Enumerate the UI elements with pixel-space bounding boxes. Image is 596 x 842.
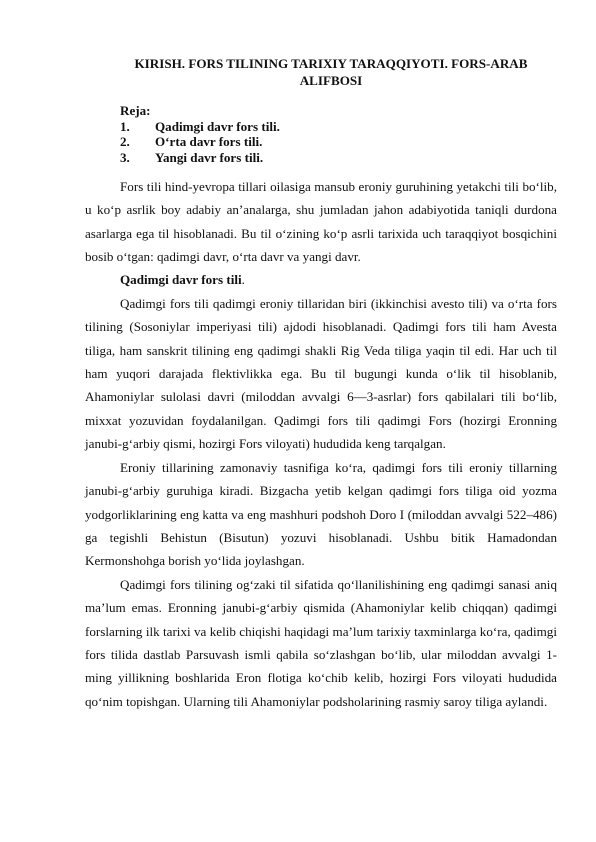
body-paragraph: Qadimgi fors tilining og‘zaki til sifatida qo‘llanilishining eng qadimgi sanasi aniq ma’lum emas. Eronning janubi-g‘arbiy qismida (Ahamoniylar kelib chiqqan) qadimgi forslarning ilk tarixi va kelib chiqishi haqidagi ma’lum tarixiy taxminlarga ko‘ra, qadimgi fors tilida dastlab Parsuvash ismli qabila so‘zlashgan bo‘lib, ular miloddan avvalgi 1-ming yillikning boshlarida Eron flotiga ko‘chib kelib, hozirgi Fors viloyati hududida qo‘nim topishgan. Ularning tili Ahamoniylar podsholarining rasmiy saroy tiliga aylandi. xyxy=(85,576,557,709)
body-paragraph: Eroniy tillarining zamonaviy tasnifiga ko‘ra, qadimgi fors tili eroniy tillarning janubi-g‘arbiy guruhiga kiradi. Bizgacha yetib kelgan qadimgi fors tiliga oid yozma yodgorliklarining eng katta va eng mashhuri podshoh Doro I (miloddan avvalgi 522–486) ga tegishli Behistun (Bisutun) yozuvi hisoblanadi. Ushbu bitik Hamadondan Kermonshohga borish yo‘lida joylashgan. xyxy=(85,459,557,569)
plan-item-number: 3. xyxy=(120,150,130,166)
plan-item xyxy=(120,134,557,150)
plan-section xyxy=(120,103,557,166)
plan-label: Reja: xyxy=(120,103,151,118)
plan-item-text: Yangi davr fors tili. xyxy=(155,150,264,166)
body-paragraph: Qadimgi fors tili qadimgi eroniy tillaridan biri (ikkinchisi avesto tili) va o‘rta fors tilining (Sosoniylar imperiyasi tili) ajdodi hisoblanadi. Qadimgi fors tili ham Avesta tiliga, ham sanskrit tilining eng qadimgi shakli Rig Veda tiliga yaqin til edi. Har uch til ham yuqori darajada flektivlikka ega. Bu til bugungi kunda o‘lik til hisoblanib, Ahamoniylar sulolasi davri (miloddan avvalgi 6—3-asrlar) fors qabilalari tili bo‘lib, mixxat yozuvidan foydalanilgan. Qadimgi fors tili qadimgi Fors (hozirgi Eronning janubi-g‘arbiy qismi, hozirgi Fors viloyati) hududida keng tarqalgan. xyxy=(85,295,557,452)
plan-item-text: Qadimgi davr fors tili. xyxy=(155,118,280,134)
section-heading-text: Qadimgi davr fors tili xyxy=(120,272,242,288)
plan-item xyxy=(120,150,557,166)
intro-paragraph: Fors tili hind-yevropa tillari oilasiga mansub eroniy guruhining yetakchi tili bo‘lib, u ko‘p asrlik boy adabiy an’analarga, shu jumladan jahon adabiyotida taniqli durdona asarlarga ega til hisoblanadi. Bu til o‘zining ko‘p asrli tarixida uch taraqqiyot bosqichini bosib o‘tgan: qadimgi davr, o‘rta davr va yangi davr. xyxy=(85,178,557,265)
plan-item xyxy=(120,119,557,135)
plan-item-number: 1. xyxy=(120,118,130,134)
document-page xyxy=(85,55,557,713)
section-heading-period: . xyxy=(241,272,245,288)
plan-item-text: O‘rta davr fors tili. xyxy=(155,134,263,150)
plan-item-number: 2. xyxy=(120,134,130,150)
section-heading xyxy=(85,268,557,291)
document-title: KIRISH. FORS TILINING TARIXIY TARAQQIYOTI. FORS-ARAB ALIFBOSI xyxy=(134,56,528,88)
